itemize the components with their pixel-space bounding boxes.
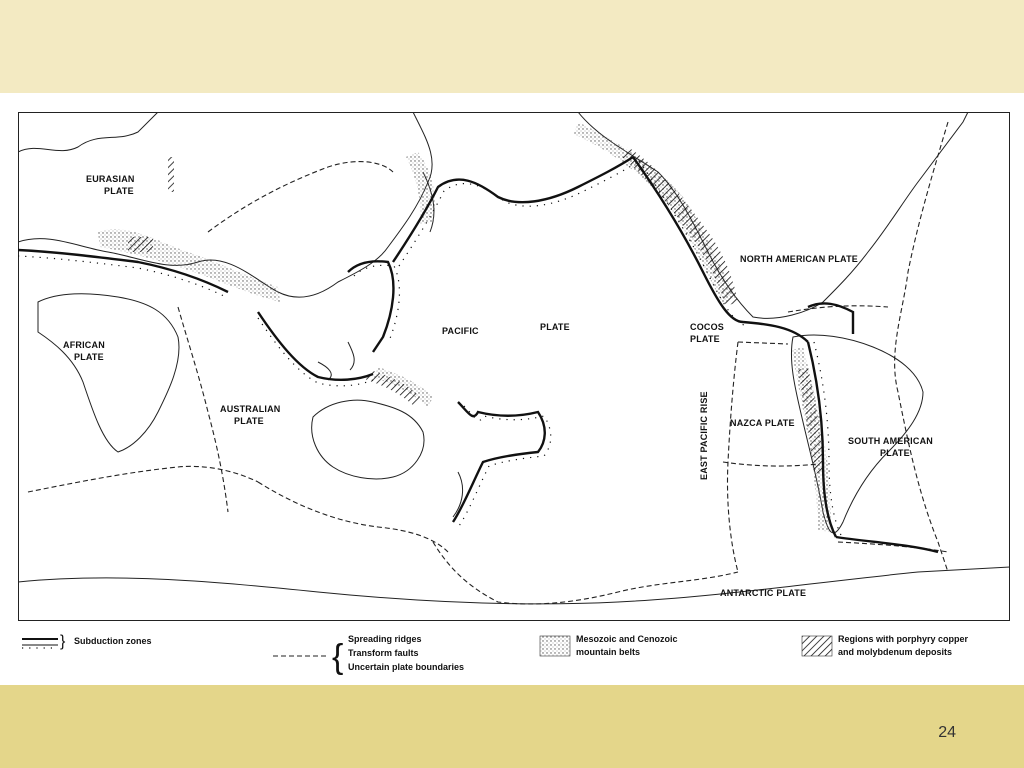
bottom-band	[0, 685, 1024, 768]
nazca-plate-label: NAZCA PLATE	[730, 418, 795, 428]
south-american-plate-label-2: PLATE	[880, 448, 910, 458]
legend-mountain-swatch	[540, 636, 570, 656]
australian-plate-label-2: PLATE	[234, 416, 264, 426]
map-svg	[18, 112, 1010, 684]
legend-transform-label: Transform faults	[348, 648, 419, 658]
legend-porphyry-swatch	[802, 636, 832, 656]
eurasian-plate-label-2: PLATE	[104, 186, 134, 196]
legend-subduction-symbol	[22, 633, 66, 650]
tectonic-plate-map	[18, 112, 1010, 684]
eurasian-plate-label-1: EURASIAN	[86, 174, 135, 184]
legend-spreading-label: Spreading ridges	[348, 634, 422, 644]
australian-plate-label-1: AUSTRALIAN	[220, 404, 281, 414]
porphyry-iran	[128, 237, 153, 252]
pacific-plate-label-2: PLATE	[540, 322, 570, 332]
cocos-plate-label-2: PLATE	[690, 334, 720, 344]
african-plate-label-1: AFRICAN	[63, 340, 105, 350]
legend-subduction-label: Subduction zones	[74, 636, 152, 646]
east-pacific-rise-label: EAST PACIFIC RISE	[699, 391, 709, 480]
african-plate-label-2: PLATE	[74, 352, 104, 362]
legend-mountain-label-2: mountain belts	[576, 647, 641, 657]
antarctic-plate-label: ANTARCTIC PLATE	[720, 588, 807, 598]
legend-uncertain-label: Uncertain plate boundaries	[348, 662, 465, 672]
map-legend	[22, 633, 969, 676]
map-frame	[19, 113, 1010, 621]
top-band	[0, 0, 1024, 93]
south-american-plate-label-1: SOUTH AMERICAN	[848, 436, 933, 446]
page-number: 24	[938, 724, 956, 741]
pacific-plate-label-1: PACIFIC	[442, 326, 479, 336]
legend-brace: {	[332, 638, 344, 676]
north-american-plate-label: NORTH AMERICAN PLATE	[740, 254, 858, 264]
cocos-plate-label-1: COCOS	[690, 322, 725, 332]
legend-mountain-label-1: Mesozoic and Cenozoic	[576, 634, 678, 644]
legend-porphyry-label-1: Regions with porphyry copper	[838, 634, 969, 644]
svg-text:}: }	[60, 633, 66, 650]
legend-porphyry-label-2: and molybdenum deposits	[838, 647, 953, 657]
porphyry-urals	[168, 157, 174, 192]
